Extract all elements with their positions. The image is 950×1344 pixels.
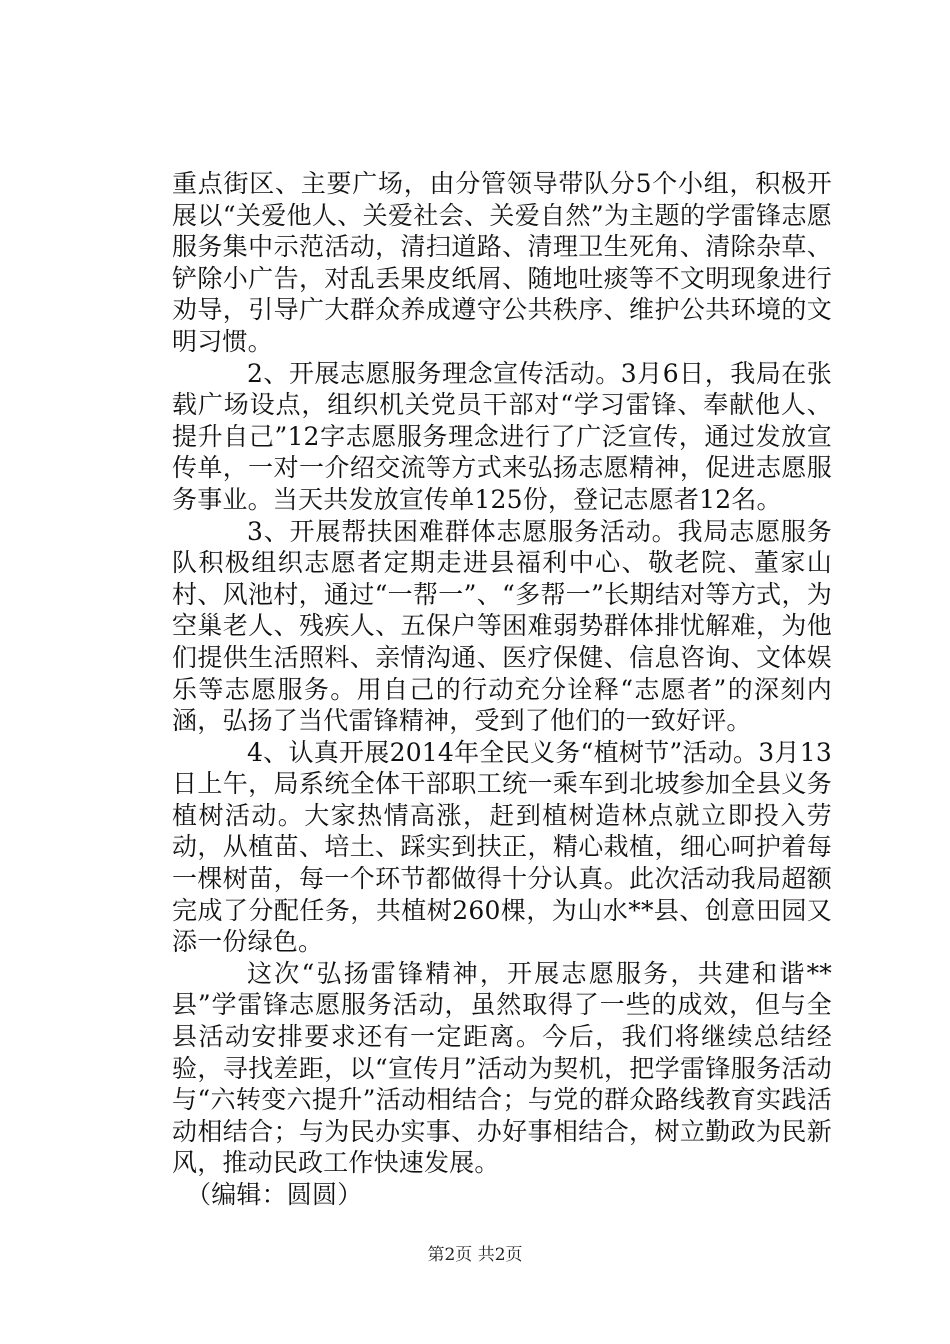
paragraph-continuation: 重点街区、主要广场，由分管领导带队分5个小组，积极开展以“关爱他人、关爱社会、关爱自然”为主题的学雷锋志愿服务集中示范活动，清扫道路、清理卫生死角、清除杂草、铲除小广告，对乱丢果皮纸屑、随地吐痰等不文明现象进行劝导，引导广大群众养成遵守公共秩序、维护公共环境的文明习惯。 (172, 169, 832, 356)
editor-note: （编辑：圆圆） (186, 1180, 363, 1209)
paragraph-item-3: 3、开展帮扶困难群体志愿服务活动。我局志愿服务队积极组织志愿者定期走进县福利中心、敬老院、董家山村、风池村，通过“一帮一”、“多帮一”长期结对等方式，为空巢老人、残疾人、五保户等困难弱势群体排忧解难，为他们提供生活照料、亲情沟通、医疗保健、信息咨询、文体娱乐等志愿服务。用自己的行动充分诠释“志愿者”的深刻内涵，弘扬了当代雷锋精神，受到了他们的一致好评。 (172, 516, 832, 736)
page-footer (0, 1244, 950, 1266)
paragraph-summary: 这次“弘扬雷锋精神，开展志愿服务，共建和谐**县”学雷锋志愿服务活动，虽然取得了一些的成效，但与全县活动安排要求还有一定距离。今后，我们将继续总结经验，寻找差距，以“宣传月”活动为契机，把学雷锋服务活动与“六转变六提升”活动相结合；与党的群众路线教育实践活动相结合；与为民办实事、办好事相结合，树立勤政为民新风，推动民政工作快速发展。 (172, 958, 832, 1178)
paragraph-item-4: 4、认真开展2014年全民义务“植树节”活动。3月13日上午，局系统全体干部职工统一乘车到北坡参加全县义务植树活动。大家热情高涨，赶到植树造林点就立即投入劳动，从植苗、培土、踩实到扶正，精心栽植，细心呵护着每一棵树苗，每一个环节都做得十分认真。此次活动我局超额完成了分配任务，共植树260棵，为山水**县、创意田园又添一份绿色。 (172, 737, 832, 957)
page-number-label: 第2页 共2页 (427, 1245, 523, 1265)
document-body (172, 168, 832, 1211)
paragraph-item-2: 2、开展志愿服务理念宣传活动。3月6日，我局在张载广场设点，组织机关党员干部对“学习雷锋、奉献他人、提升自己”12字志愿服务理念进行了广泛宣传，通过发放宣传单，一对一介绍交流等方式来弘扬志愿精神，促进志愿服务事业。当天共发放宣传单125份，登记志愿者12名。 (172, 358, 832, 514)
